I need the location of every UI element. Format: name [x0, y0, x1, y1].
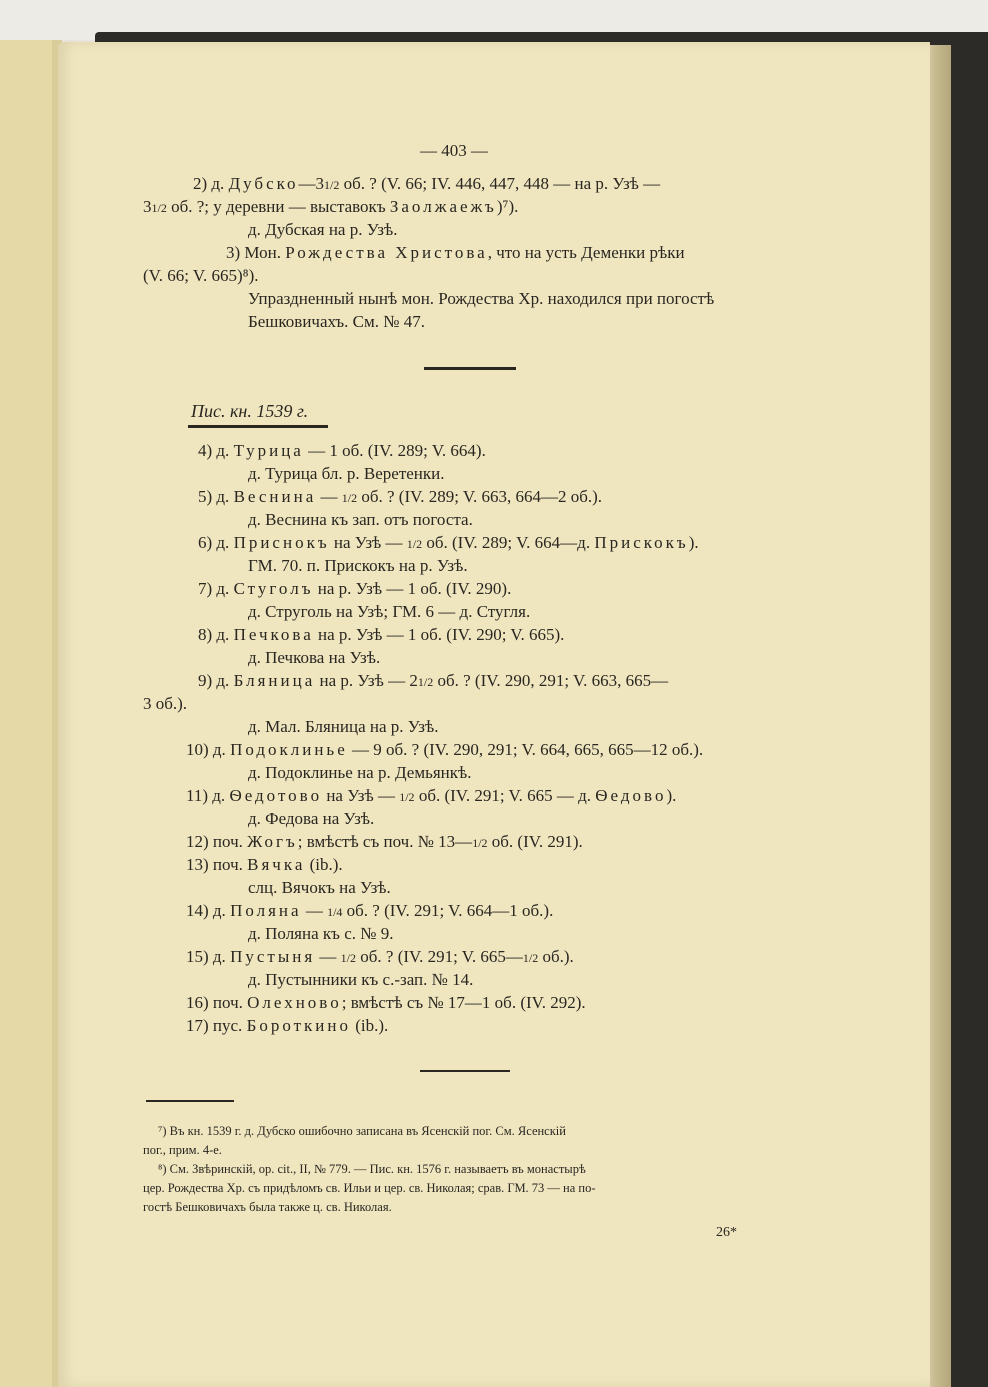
text-segment: д. Федова на Узѣ.	[248, 809, 375, 828]
section-divider	[424, 367, 516, 370]
text-segment: на Узѣ —	[322, 786, 400, 805]
text-segment: об. ? (IV. 290, 291; V. 663, 665—	[433, 671, 669, 690]
text-segment: (V. 66; V. 665)⁸).	[143, 266, 259, 285]
text-line	[186, 900, 553, 923]
spaced-name: Жогъ	[247, 832, 298, 851]
text-line	[248, 923, 393, 945]
text-line	[226, 242, 685, 264]
text-segment: на р. Узѣ — 1 об. (IV. 290; V. 665).	[313, 625, 565, 644]
text-segment: 2) д.	[193, 174, 229, 193]
spaced-name: Олехново	[247, 993, 342, 1012]
text-segment: д. Струголь на Узѣ; ГМ. 6 — д. Стугля.	[248, 602, 531, 621]
spaced-name: Прискокъ	[594, 533, 689, 552]
page-number: — 403 —	[420, 141, 488, 160]
spaced-name: Рождества Христова	[285, 243, 488, 262]
text-segment: д. Поляна къ с. № 9.	[248, 924, 394, 943]
spaced-name: Заолжаежъ	[389, 197, 497, 216]
text-segment: 13) поч.	[186, 855, 248, 874]
text-segment: об.).	[538, 947, 574, 966]
text-line	[248, 463, 445, 485]
text-line	[198, 440, 486, 462]
text-line	[186, 739, 703, 761]
footnote-rule	[146, 1100, 234, 1102]
text-line	[248, 601, 530, 623]
footnote-line: цер. Рождества Хр. съ придѣломъ св. Ильи и цер. св. Николая; срав. ГМ. 73 — на по-	[143, 1181, 596, 1195]
text-segment: на р. Узѣ — 1 об. (IV. 290).	[313, 579, 512, 598]
text-segment: об. (IV. 291; V. 665 — д.	[414, 786, 596, 805]
text-line	[248, 808, 374, 830]
text-line	[248, 969, 473, 991]
text-segment: д. Пустынники къ с.-зап. № 14.	[248, 970, 474, 989]
text-segment: 17) пус.	[186, 1016, 247, 1035]
text-segment: об. ? (V. 66; IV. 446, 447, 448 — на р. Узѣ —	[339, 174, 661, 193]
text-line	[248, 555, 468, 577]
text-line	[248, 877, 391, 899]
text-line	[186, 854, 343, 876]
text-segment: 8) д.	[198, 625, 234, 644]
section-heading-underline	[188, 425, 328, 428]
text-segment: —	[316, 487, 342, 506]
fraction: 1/2	[341, 491, 358, 505]
section-heading: Пис. кн. 1539 г.	[191, 401, 309, 421]
text-segment: 3) Мон.	[226, 243, 286, 262]
text-line	[198, 486, 602, 509]
footnote-line: ⁸) См. Звѣринскій, op. cit., II, № 779. — Пис. кн. 1576 г. называетъ въ монастырѣ	[158, 1162, 586, 1176]
text-segment: д. Дубская на р. Узѣ.	[248, 220, 398, 239]
fraction: 1/2	[417, 675, 434, 689]
text-segment: ).	[666, 786, 677, 805]
text-line	[248, 509, 473, 531]
text-segment: —	[315, 947, 341, 966]
text-segment: — 9 об. ? (IV. 290, 291; V. 664, 665, 665—12 об.).	[347, 740, 704, 759]
spaced-name: Приснокъ	[233, 533, 330, 552]
text-line	[248, 219, 397, 241]
text-segment: об. (IV. 289; V. 664—д.	[422, 533, 595, 552]
text-segment: 12) поч.	[186, 832, 248, 851]
text-line	[198, 578, 511, 600]
text-line	[198, 670, 668, 693]
text-segment: (ib.).	[350, 1016, 389, 1035]
text-segment: , что на усть Деменки рѣки	[487, 243, 685, 262]
text-line	[248, 311, 425, 333]
spaced-name: Стуголъ	[233, 579, 314, 598]
text-segment: 5) д.	[198, 487, 234, 506]
text-line	[186, 785, 676, 808]
text-line	[186, 831, 583, 854]
text-segment: )⁷).	[496, 197, 519, 216]
text-line	[248, 288, 714, 310]
text-line	[248, 762, 471, 784]
footnote-line: пог., прим. 4-е.	[143, 1143, 222, 1157]
text-segment: на Узѣ —	[329, 533, 407, 552]
text-segment: 3 об.).	[143, 694, 188, 713]
text-segment: ; вмѣстѣ съ № 17—1 об. (IV. 292).	[341, 993, 586, 1012]
text-segment: 9) д.	[198, 671, 234, 690]
text-line	[143, 196, 518, 219]
text-segment: д. Подоклинье на р. Демьянкѣ.	[248, 763, 472, 782]
text-line	[143, 265, 259, 287]
text-segment: д. Веснина къ зап. отъ погоста.	[248, 510, 473, 529]
fraction: 1/2	[472, 836, 488, 850]
spaced-name: Ѳедотово	[229, 786, 323, 805]
spaced-name: Турица	[233, 441, 304, 460]
text-segment: 6) д.	[198, 533, 234, 552]
text-line	[248, 716, 439, 738]
text-segment: об. ?; у деревни — выставокъ	[166, 197, 390, 216]
footnote-line: гостѣ Бешковичахъ была также ц. св. Николая.	[143, 1200, 392, 1214]
spaced-name: Пустыня	[230, 947, 316, 966]
text-segment: —	[301, 901, 328, 920]
text-segment: об. (IV. 291).	[487, 832, 583, 851]
book-page	[58, 42, 930, 1387]
spaced-name: Ѳедово	[595, 786, 667, 805]
spaced-name: Бляница	[233, 671, 316, 690]
text-segment: — 1 об. (IV. 289; V. 664).	[303, 441, 486, 460]
text-segment: ; вмѣстѣ съ поч. № 13—	[297, 832, 473, 851]
fraction: 1/2	[324, 178, 340, 192]
text-segment: об. ? (IV. 289; V. 663, 664—2 об.).	[357, 487, 603, 506]
text-segment: 16) поч.	[186, 993, 248, 1012]
text-line	[186, 992, 586, 1014]
footnote-line: ⁷) Въ кн. 1539 г. д. Дубско ошибочно записана въ Ясенскій пог. См. Ясенскій	[158, 1124, 566, 1138]
text-segment: д. Мал. Бляница на р. Узѣ.	[248, 717, 439, 736]
fraction: 1/2	[399, 790, 415, 804]
text-segment: д. Печкова на Узѣ.	[248, 648, 381, 667]
text-segment: д. Турица бл. р. Веретенки.	[248, 464, 445, 483]
spaced-name: Бороткино	[246, 1016, 351, 1035]
spaced-name: Дубско	[228, 174, 299, 193]
text-segment: 10) д.	[186, 740, 231, 759]
text-line	[143, 693, 187, 715]
text-line	[198, 532, 699, 555]
text-segment: 3	[143, 197, 152, 216]
spaced-name: Вячка	[247, 855, 306, 874]
text-segment: ).	[688, 533, 699, 552]
text-segment: ГМ. 70. п. Прискокъ на р. Узѣ.	[248, 556, 468, 575]
spaced-name: Веснина	[233, 487, 317, 506]
text-line	[248, 647, 380, 669]
text-line	[186, 1015, 388, 1037]
spaced-name: Печкова	[233, 625, 314, 644]
text-segment: об. ? (IV. 291; V. 665—	[356, 947, 523, 966]
text-segment: об. ? (IV. 291; V. 664—1 об.).	[342, 901, 554, 920]
signature-mark: 26*	[716, 1225, 737, 1240]
text-segment: 15) д.	[186, 947, 231, 966]
text-line	[186, 946, 574, 969]
spaced-name: Подоклинье	[230, 740, 348, 759]
fraction: 1/4	[327, 905, 343, 919]
fraction: 1/2	[151, 201, 167, 215]
text-line	[193, 173, 660, 196]
text-segment: Бешковичахъ. См. № 47.	[248, 312, 425, 331]
spaced-name: Поляна	[230, 901, 302, 920]
fraction: 1/2	[522, 951, 539, 965]
text-segment: на р. Узѣ — 2	[315, 671, 418, 690]
text-segment: (ib.).	[305, 855, 343, 874]
text-segment: 11) д.	[186, 786, 230, 805]
text-line	[198, 624, 564, 646]
end-divider	[420, 1070, 510, 1072]
fraction: 1/2	[340, 951, 356, 965]
text-segment: слц. Вячокъ на Узѣ.	[248, 878, 391, 897]
text-segment: 14) д.	[186, 901, 231, 920]
text-segment: 4) д.	[198, 441, 234, 460]
text-segment: —3	[298, 174, 325, 193]
text-segment: Упраздненный нынѣ мон. Рождества Хр. находился при погостѣ	[248, 289, 715, 308]
text-segment: 7) д.	[198, 579, 234, 598]
fraction: 1/2	[406, 537, 423, 551]
